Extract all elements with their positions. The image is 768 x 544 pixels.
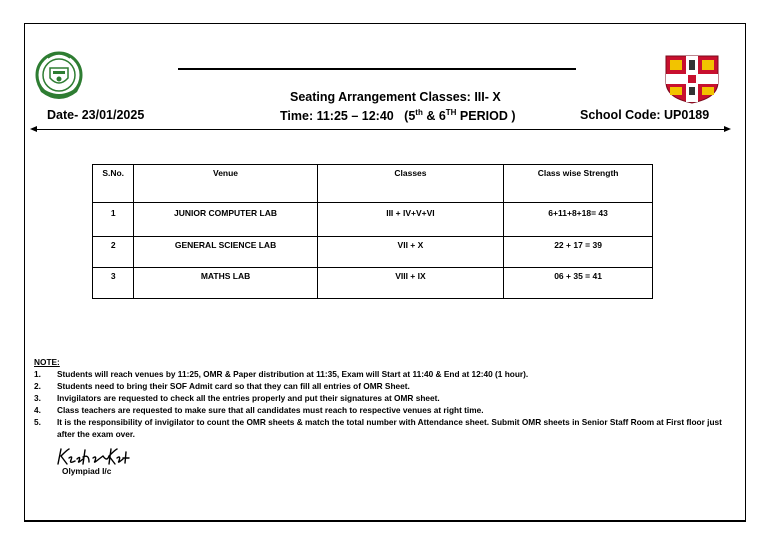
cell-venue: MATHS LAB xyxy=(134,268,317,299)
time-label: Time: 11:25 – 12:40 xyxy=(280,109,394,124)
school-emblem-icon xyxy=(30,48,88,106)
list-item: 3. Invigilators are requested to check all the entries properly and put their signatures at OMR sheet. xyxy=(34,393,440,403)
signatory-role: Olympiad I/c xyxy=(62,466,112,476)
list-item: 5. It is the responsibility of invigilator to count the OMR sheets & match the total number with Attendance sheet. Submit OMR sheets in Senior Staff Room at First floor just after the exam over. xyxy=(34,417,722,439)
page-border-right xyxy=(745,23,746,521)
seating-table xyxy=(92,164,653,299)
notes-heading: NOTE: xyxy=(34,357,60,367)
period-part3: PERIOD ) xyxy=(456,109,516,124)
notes-list xyxy=(34,368,739,440)
header-rule xyxy=(178,68,576,70)
exam-date: Date- 23/01/2025 xyxy=(47,108,145,122)
note-text: Class teachers are requested to make sure that all candidates must reach to respective venues at right time. xyxy=(57,405,484,415)
exam-time xyxy=(280,108,516,123)
header-venue: Venue xyxy=(134,165,317,203)
cell-classes: VIII + IX xyxy=(317,268,503,299)
period-part1: (5 xyxy=(404,109,416,124)
list-item: 2. Students need to bring their SOF Admit card so that they can fill all entries of OMR Sheet. xyxy=(34,381,410,391)
cell-classes: III + IV+V+VI xyxy=(317,203,503,237)
table-row xyxy=(93,268,653,299)
cell-sno: 2 xyxy=(93,237,134,268)
cell-sno: 3 xyxy=(93,268,134,299)
page-border-top xyxy=(24,23,746,24)
table-header-row xyxy=(93,165,653,203)
cell-venue: JUNIOR COMPUTER LAB xyxy=(134,203,317,237)
period-part2: & 6 xyxy=(422,109,446,124)
note-text: Invigilators are requested to check all the entries properly and put their signatures at OMR sheet. xyxy=(57,393,440,403)
header-strength: Class wise Strength xyxy=(504,165,653,203)
header-sno: S.No. xyxy=(93,165,134,203)
period-sup2: TH xyxy=(445,108,457,117)
cell-strength: 06 + 35 = 41 xyxy=(504,268,653,299)
coat-of-arms-icon xyxy=(664,54,720,104)
list-item: 4. Class teachers are requested to make sure that all candidates must reach to respective venues at right time. xyxy=(34,405,484,415)
period-sup1: th xyxy=(415,108,423,117)
cell-sno: 1 xyxy=(93,203,134,237)
note-text: It is the responsibility of invigilator to count the OMR sheets & match the total number with Attendance sheet. Submit OMR sheets in Senior Staff Room at First floor just after the exam over. xyxy=(57,417,722,439)
separator-arrow-line xyxy=(36,129,726,130)
table-row xyxy=(93,203,653,237)
page-title: Seating Arrangement Classes: III- X xyxy=(290,90,501,104)
note-text: Students need to bring their SOF Admit card so that they can fill all entries of OMR Sheet. xyxy=(57,381,410,391)
cell-classes: VII + X xyxy=(317,237,503,268)
note-text: Students will reach venues by 11:25, OMR & Paper distribution at 11:35, Exam will Start at 11:40 & End at 12:40 (1 hour). xyxy=(57,369,529,379)
arrow-left-icon xyxy=(30,126,37,132)
cell-strength: 6+11+8+18= 43 xyxy=(504,203,653,237)
arrow-right-icon xyxy=(724,126,731,132)
school-code: School Code: UP0189 xyxy=(580,108,710,122)
signature-icon xyxy=(55,446,135,468)
table-row xyxy=(93,237,653,268)
page-border-bottom xyxy=(24,520,746,522)
page-border-left xyxy=(24,23,25,521)
list-item: 1. Students will reach venues by 11:25, OMR & Paper distribution at 11:35, Exam will Start at 11:40 & End at 12:40 (1 hour). xyxy=(34,369,529,379)
cell-strength: 22 + 17 = 39 xyxy=(504,237,653,268)
cell-venue: GENERAL SCIENCE LAB xyxy=(134,237,317,268)
notes-section xyxy=(34,356,739,440)
header-classes: Classes xyxy=(317,165,503,203)
